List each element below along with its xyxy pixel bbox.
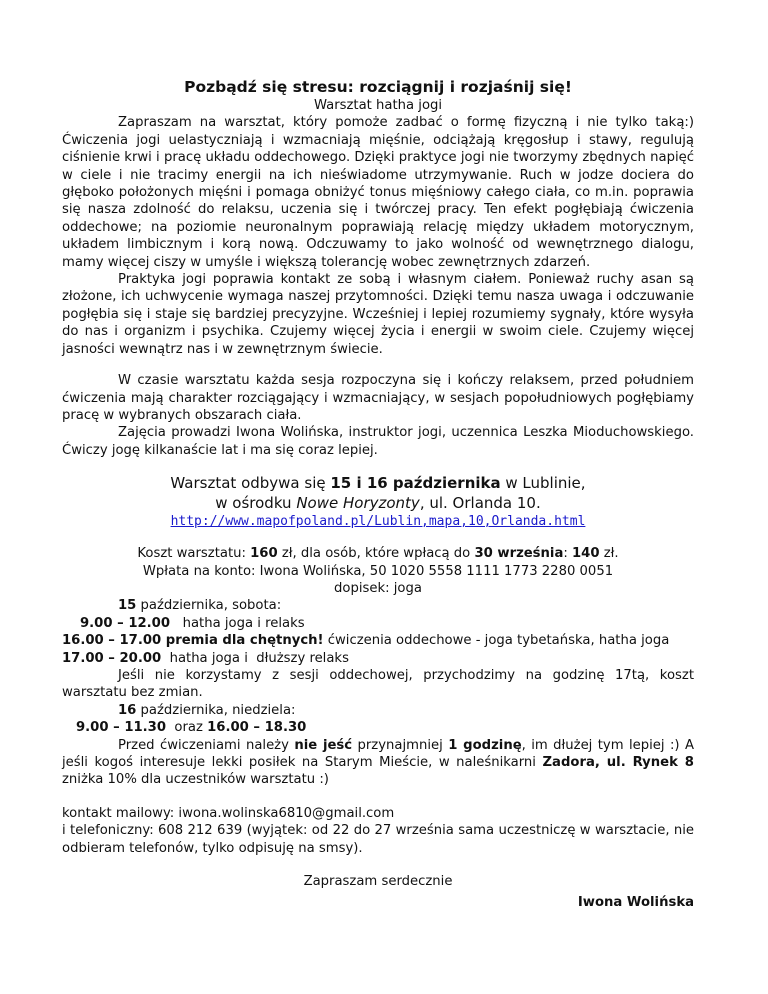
food-paragraph (62, 737, 694, 789)
workshop-paragraph: W czasie warsztatu każda sesja rozpoczyna się i kończy relaksem, przed południem ćwiczenia mają charakter rozciągający i wzmacniający, w sesjach popołudniowych pogłębiamy pracę w wybranych obszarach ciała. (62, 373, 694, 423)
food-place: Zadora, ul. Rynek 8 (542, 755, 694, 770)
venue-line (62, 473, 694, 493)
session-time: 17.00 – 20.00 (62, 650, 162, 666)
intro-paragraph: Zapraszam na warsztat, który pomoże zadbać o formę fizyczną i nie tylko taką:) Ćwiczenia jogi uelastyczniają i wzmacniają mięśnie, odciążają kręgosłup i stawy, regulują ciśnienie krwi i pracę układu oddechowego. Dzięki praktyce jogi nie tworzymy zbędnych napięć w ciele i nie tracimy energii na ich nieświadome utrzymywanie. Ruch w jodze dociera do głęboko położonych mięśni i pomaga obniżyć tonus mięśniowy całego ciała, co m.in. poprawia się nasza zdolność do relaksu, uczenia się i twórczej pracy. Ten efekt pogłębiają ćwiczenia oddechowe; na poziomie neuronalnym poprawiają relację między układem motorycznym, układem limbicznym i korą nową. Odczuwamy to jako wolność od wewnętrznego dialogu, mamy więcej ciszy w umyśle i większą tolerancję wobec zewnętrznych zdarzeń. (62, 115, 694, 270)
cost-text: : (563, 546, 572, 562)
session-bonus: premia dla chętnych! (161, 633, 324, 649)
cost-text: zł. (599, 546, 619, 562)
day1-number: 15 (118, 598, 137, 614)
cost-text: Koszt warsztatu: (137, 546, 251, 562)
closing-line: Zapraszam serdecznie (303, 874, 453, 890)
food-text: , im dłużej tym lepiej :) A jeśli kogoś interesuje lekki posiłek na Starym Mieście, w naleśnikarni (62, 737, 694, 770)
food-emphasis: nie jeść (294, 737, 353, 753)
map-link[interactable]: http://www.mapofpoland.pl/Lublin,mapa,10,Orlanda.html (170, 514, 586, 530)
session-time: 16.00 – 17.00 (62, 633, 162, 649)
session-3 (62, 650, 694, 667)
day2-number: 16 (118, 702, 137, 718)
subtitle: Warsztat hatha jogi (313, 98, 443, 113)
session-time: 9.00 – 11.30 (76, 720, 167, 736)
venue-address (62, 493, 694, 513)
account-line: Wpłata na konto: Iwona Wolińska, 50 1020 5558 1111 1773 2280 0051 (142, 563, 614, 579)
venue-text: Warsztat odbywa się (170, 474, 331, 493)
instructor-paragraph: Zajęcia prowadzi Iwona Wolińska, instruktor jogi, uczennica Leszka Mioduchowskiego. Ćwiczy jogę kilkanaście lat i ma się coraz lepiej. (62, 425, 694, 458)
session-1 (62, 615, 694, 632)
payment-note: dopisek: joga (334, 580, 422, 596)
page-title: Pozbądź się stresu: rozciągnij i rozjaśnij się! (184, 78, 572, 96)
food-emphasis: 1 godzinę (448, 737, 522, 753)
session-desc: oraz (166, 720, 208, 736)
venue-center-name: Nowe Horyzonty (296, 494, 420, 513)
session-time: 9.00 – 12.00 (80, 615, 171, 631)
cost-price: 160 (250, 546, 278, 562)
venue-text: , ul. Orlanda 10. (419, 494, 541, 513)
food-text: przynajmniej (352, 737, 449, 753)
day2-label: października, niedziela: (136, 702, 296, 718)
day2-heading (62, 702, 694, 719)
signature: Iwona Wolińska (577, 895, 694, 911)
cost-line (62, 545, 694, 562)
document-page (62, 78, 694, 912)
food-text: zniżka 10% dla uczestników warsztatu :) (62, 772, 329, 788)
spacer (62, 358, 694, 372)
venue-text: w Lublinie, (500, 474, 586, 493)
cost-text: zł, dla osób, które wpłacą do (277, 546, 475, 562)
practice-paragraph: Praktyka jogi poprawia kontakt ze sobą i własnym ciałem. Ponieważ ruchy asan są złożone, ich uchwycenie wymaga naszej przytomności. Dzięki temu nasza uwaga i odczuwanie pogłębia się i staje się bardziej precyzyjne. Wcześniej i lepiej rozumiemy sygnały, które wysyła do nas i organizm i psychika. Czujemy więcej życia i energii w swoim ciele. Czujemy więcej jasności wewnątrz nas i w zewnętrznym świecie. (62, 272, 694, 357)
session-desc: ćwiczenia oddechowe - joga tybetańska, hatha joga (323, 633, 670, 649)
session-2 (62, 632, 694, 649)
cost-early-price: 140 (571, 546, 600, 562)
session-time: 16.00 – 18.30 (207, 720, 307, 736)
session-desc: hatha joga i relaks (170, 615, 305, 631)
day1-label: października, sobota: (136, 598, 282, 614)
session-4 (62, 719, 694, 736)
schedule-note: Jeśli nie korzystamy z sesji oddechowej, przychodzimy na godzinę 17tą, koszt warsztatu bez zmian. (62, 667, 694, 701)
cost-deadline: 30 września (474, 546, 564, 562)
day1-heading (62, 597, 694, 614)
session-desc: hatha joga i dłuższy relaks (161, 650, 349, 666)
venue-dates: 15 i 16 października (330, 474, 501, 493)
contact-phone: i telefoniczny: 608 212 639 (wyjątek: od 22 do 27 września sama uczestniczę w warsztacie, nie odbieram telefonów, tylko odpisuję na smsy). (62, 823, 694, 856)
contact-email: kontakt mailowy: iwona.wolinska6810@gmail.com (62, 805, 395, 821)
venue-text: w ośrodku (215, 494, 297, 513)
food-text: Przed ćwiczeniami należy (118, 737, 295, 753)
